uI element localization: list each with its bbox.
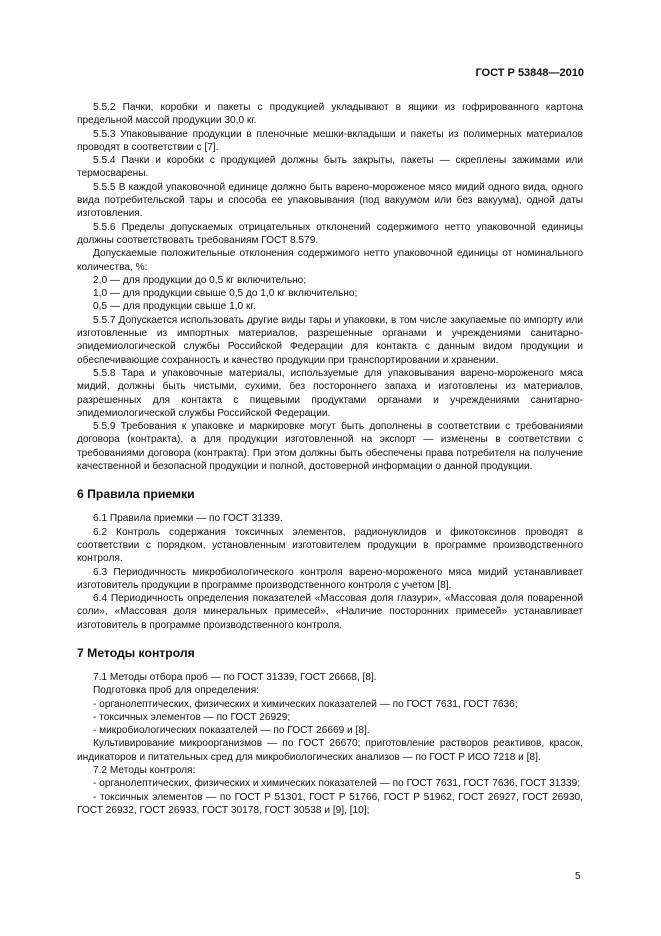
paragraph-cultivation: Культивирование микроорганизмов — по ГОСТ 26670; приготовление растворов реактивов, красок, индикаторов и питательных сред для микробиологических анализов — по ГОСТ Р ИСО 7218 и [8]. bbox=[77, 738, 583, 763]
paragraph-5-5-7: 5.5.7 Допускается использовать другие виды тары и упаковки, в том числе закупаемые по импорту или изготовленные из импортных материалов, разрешенные органами и учреждениями санитарно-эпидемиологической службы Российской Федерации для контакта с данным видом продукции и обеспечивающие сохранность и качество продукции при транспортировании и хранении. bbox=[77, 314, 583, 366]
document-id-header: ГОСТ Р 53848—2010 bbox=[475, 67, 584, 79]
section-6-heading: 6 Правила приемки bbox=[77, 487, 195, 502]
paragraph-5-5-6: 5.5.6 Пределы допускаемых отрицательных отклонений содержимого нетто упаковочной единицы должны соответствовать требованиям ГОСТ 8.579. bbox=[77, 221, 583, 246]
list-item-sample-prep-1: - органолептических, физических и химических показателей — по ГОСТ 7631, ГОСТ 7636; bbox=[93, 698, 518, 710]
list-item-methods-1: - органолептических, физических и химических показателей — по ГОСТ 7631, ГОСТ 7636, ГОСТ 31339; bbox=[93, 778, 581, 790]
list-item-sample-prep-3: - микробиологических показателей — по ГОСТ 26669 и [8]. bbox=[93, 725, 370, 737]
paragraph-5-5-3: 5.5.3 Упаковывание продукции в пленочные мешки-вкладыши и пакеты из полимерных материалов проводят в соответствии с [7]. bbox=[77, 128, 583, 153]
paragraph-7-2: 7.2 Методы контроля: bbox=[93, 765, 196, 777]
paragraph-6-4: 6.4 Периодичность определения показателей «Массовая доля глазури», «Массовая доля поваренной соли», «Массовая доля минеральных примесей», «Наличие посторонних примесей» устанавливает изготовитель в программе производственного контроля. bbox=[77, 593, 583, 631]
list-item-tolerance-3: 0,5 — для продукции свыше 1,0 кг. bbox=[93, 301, 256, 313]
list-item-tolerance-1: 2,0 — для продукции до 0,5 кг включительно; bbox=[93, 274, 307, 286]
list-item-sample-prep-2: - токсичных элементов — по ГОСТ 26929; bbox=[93, 711, 291, 723]
list-item-tolerance-2: 1,0 — для продукции свыше 0,5 до 1,0 кг включительно; bbox=[93, 288, 358, 300]
section-7-heading: 7 Методы контроля bbox=[77, 645, 195, 660]
paragraph-5-5-4: 5.5.4 Пачки и коробки с продукцией должны быть закрыты, пакеты — скреплены зажимами или термосварены. bbox=[77, 155, 583, 180]
paragraph-6-3: 6.3 Периодичность микробиологического контроля варено-мороженого мяса мидий устанавливает изготовитель продукции в программе производственного контроля с учетом [8]. bbox=[77, 566, 583, 591]
paragraph-5-5-5: 5.5.5 В каждой упаковочной единице должно быть варено-мороженое мясо мидий одного вида, одного вида потребительской тары и способа ее упаковывания (под вакуумом или без вакуума), одной даты изготовления. bbox=[77, 181, 583, 220]
paragraph-6-1: 6.1 Правила приемки — по ГОСТ 31339. bbox=[93, 513, 283, 525]
page-content bbox=[77, 101, 583, 817]
paragraph-5-5-9: 5.5.9 Требования к упаковке и маркировке могут быть дополнены в соответствии с требованиями договора (контракта), а для продукции изготовленной на экспорт — изменены в соответствии с требованиями договора (контракта). При этом должны быть обеспечены права потребителя на получение качественной и безопасной продукции и полной, достоверной информации о данной продукции. bbox=[77, 421, 583, 473]
paragraph-sample-prep-intro: Подготовка проб для определения: bbox=[93, 685, 260, 697]
paragraph-7-1: 7.1 Методы отбора проб — по ГОСТ 31339, ГОСТ 26668, [8]. bbox=[93, 671, 377, 683]
paragraph-tolerances-intro: Допускаемые положительные отклонения содержимого нетто упаковочной единицы от номинального количества, %: bbox=[77, 248, 583, 273]
list-item-methods-2: - токсичных элементов — по ГОСТ Р 51301, ГОСТ Р 51766, ГОСТ Р 51962, ГОСТ 26927, ГОСТ 26930, ГОСТ 26932, ГОСТ 26933, ГОСТ 30178, ГОСТ 30538 и [9], [10]; bbox=[77, 791, 583, 816]
paragraph-5-5-2: 5.5.2 Пачки, коробки и пакеты с продукцией укладывают в ящики из гофрированного картона предельной массой продукции 30,0 кг. bbox=[77, 102, 583, 127]
page-number: 5 bbox=[575, 871, 581, 882]
paragraph-6-2: 6.2 Контроль содержания токсичных элементов, радионуклидов и фикотоксинов проводят в соответствии с порядком, установленным изготовителем продукции в программе производственного контроля. bbox=[77, 526, 583, 565]
paragraph-5-5-8: 5.5.8 Тара и упаковочные материалы, используемые для упаковывания варено-мороженого мяса мидий, должны быть чистыми, сухими, без постороннего запаха и изготовлены из материалов, разрешенных для контакта с пищевыми продуктами органами и учреждениями санитарно-эпидемиологической службы Российской Федерации. bbox=[77, 367, 583, 419]
